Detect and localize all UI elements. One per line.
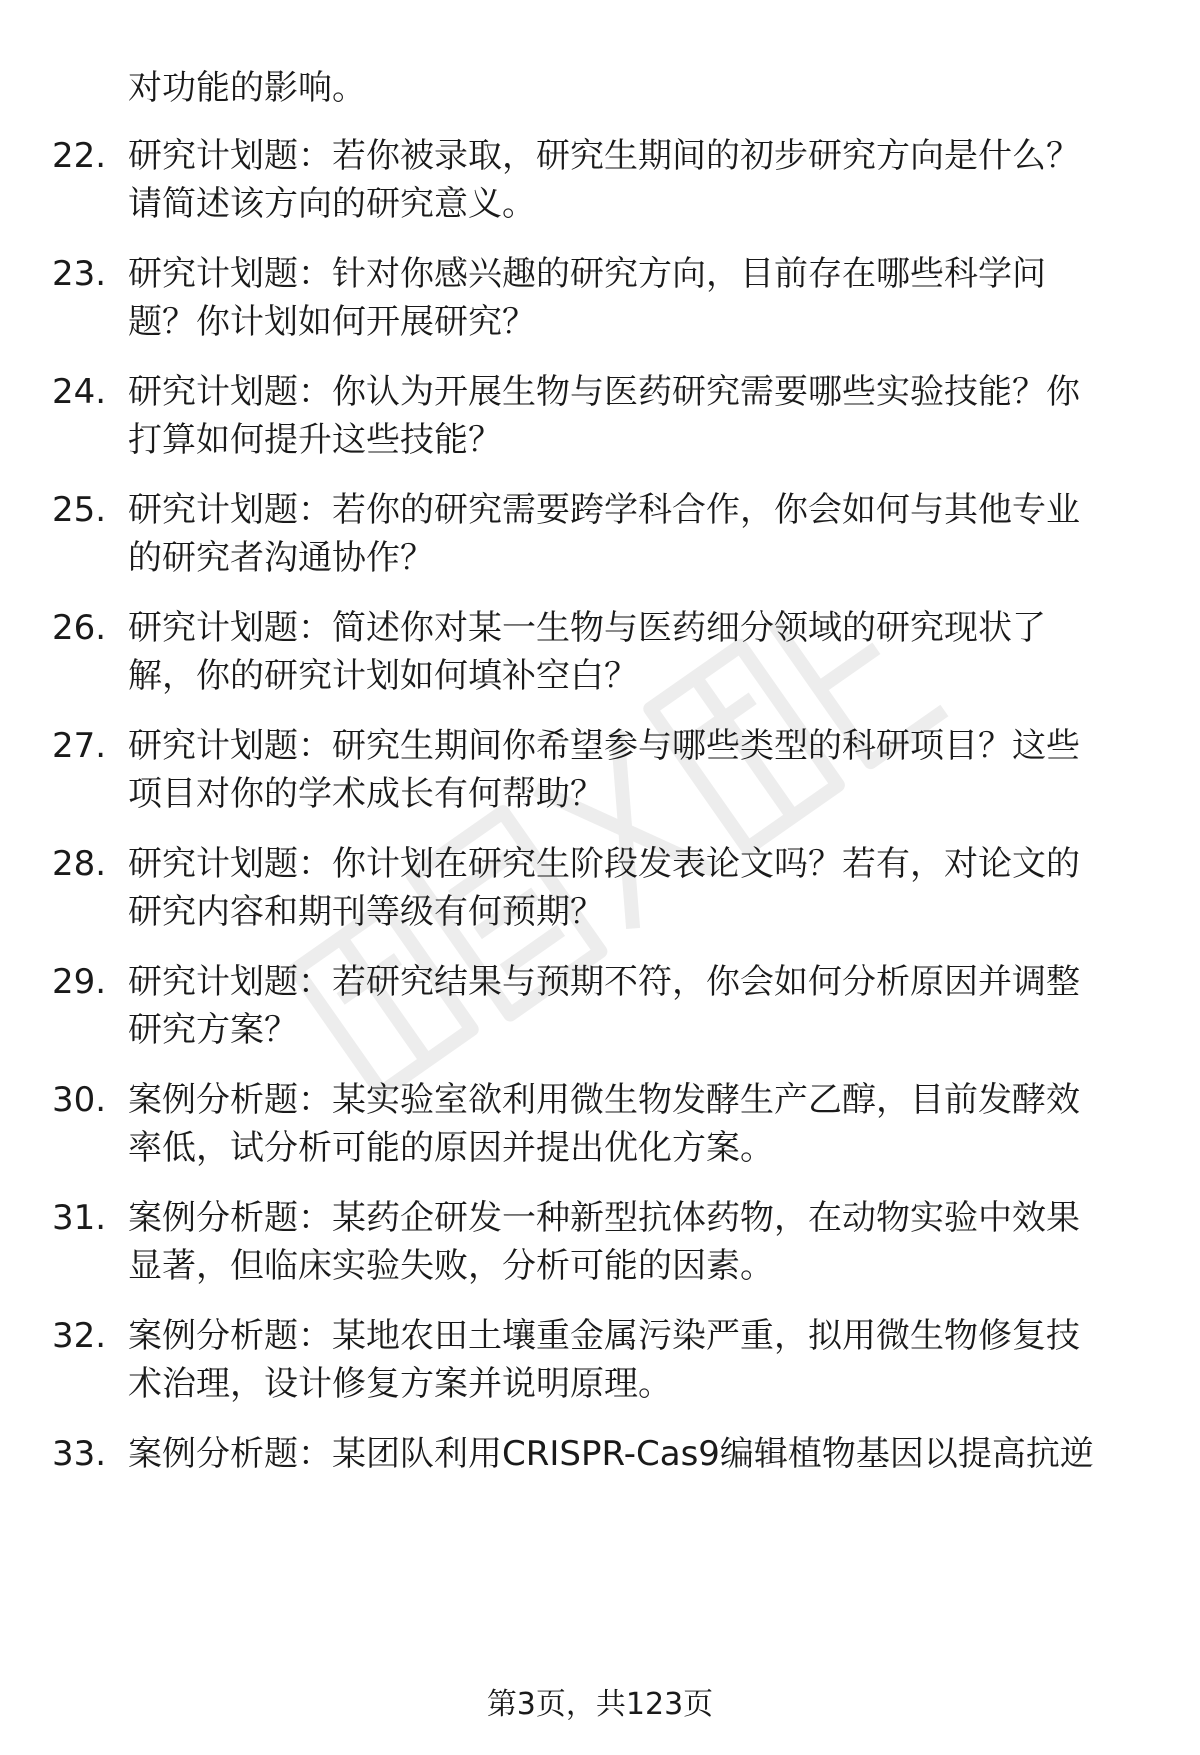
question-text <box>128 840 1138 936</box>
question-text-line: 率低，试分析可能的原因并提出优化方案。 <box>128 1128 774 1168</box>
question-text <box>128 250 1138 346</box>
question-text <box>128 368 1138 464</box>
question-text-line: 案例分析题：某地农田土壤重金属污染严重，拟用微生物修复技 <box>128 1316 1080 1356</box>
question-text-line: 研究计划题：研究生期间你希望参与哪些类型的科研项目？这些 <box>128 726 1080 766</box>
question-text-line: 案例分析题：某药企研发一种新型抗体药物，在动物实验中效果 <box>128 1198 1080 1238</box>
question-text <box>128 486 1138 582</box>
question-number: 26. <box>52 608 107 648</box>
page-footer: 第3页，共123页 <box>486 1687 714 1722</box>
question-text-line: 术治理，设计修复方案并说明原理。 <box>128 1364 672 1404</box>
question-text-line: 研究计划题：若你被录取，研究生期间的初步研究方向是什么？ <box>128 136 1080 176</box>
question-number: 30. <box>52 1080 107 1120</box>
question-text-line: 的研究者沟通协作？ <box>128 538 434 578</box>
question-text-line: 打算如何提升这些技能？ <box>128 420 502 460</box>
question-text-line: 请简述该方向的研究意义。 <box>128 184 536 224</box>
question-text-line: 题？你计划如何开展研究？ <box>128 302 536 342</box>
question-text-line: 研究计划题：针对你感兴趣的研究方向，目前存在哪些科学问 <box>128 254 1046 294</box>
question-text <box>128 1194 1138 1290</box>
question-number: 31. <box>52 1198 107 1238</box>
question-number: 33. <box>52 1434 107 1474</box>
continued-text: 对功能的影响。 <box>128 68 366 108</box>
question-text-line: 研究计划题：简述你对某一生物与医药细分领域的研究现状了 <box>128 608 1046 648</box>
question-number: 24. <box>52 372 107 412</box>
question-text <box>128 958 1138 1054</box>
question-text-line: 研究计划题：若你的研究需要跨学科合作，你会如何与其他专业 <box>128 490 1080 530</box>
question-text-line: 案例分析题：某团队利用CRISPR-Cas9编辑植物基因以提高抗逆 <box>128 1434 1094 1474</box>
question-text-line: 解，你的研究计划如何填补空白？ <box>128 656 638 696</box>
question-text <box>128 604 1138 700</box>
question-number: 27. <box>52 726 107 766</box>
question-text-line: 项目对你的学术成长有何帮助？ <box>128 774 604 814</box>
question-text-line: 研究计划题：你认为开展生物与医药研究需要哪些实验技能？你 <box>128 372 1080 412</box>
question-text-line: 研究计划题：你计划在研究生阶段发表论文吗？若有，对论文的 <box>128 844 1080 884</box>
question-text <box>128 1430 1138 1478</box>
question-text-line: 研究方案？ <box>128 1010 298 1050</box>
question-number: 29. <box>52 962 107 1002</box>
question-text <box>128 1076 1138 1172</box>
question-text-line: 研究内容和期刊等级有何预期？ <box>128 892 604 932</box>
question-text <box>128 132 1138 228</box>
question-text-line: 显著，但临床实验失败，分析可能的因素。 <box>128 1246 774 1286</box>
question-text-line: 研究计划题：若研究结果与预期不符，你会如何分析原因并调整 <box>128 962 1080 1002</box>
question-text <box>128 722 1138 818</box>
question-number: 23. <box>52 254 107 294</box>
question-text <box>128 1312 1138 1408</box>
question-number: 25. <box>52 490 107 530</box>
question-number: 22. <box>52 136 107 176</box>
question-text-line: 案例分析题：某实验室欲利用微生物发酵生产乙醇，目前发酵效 <box>128 1080 1080 1120</box>
question-number: 28. <box>52 844 107 884</box>
question-number: 32. <box>52 1316 107 1356</box>
